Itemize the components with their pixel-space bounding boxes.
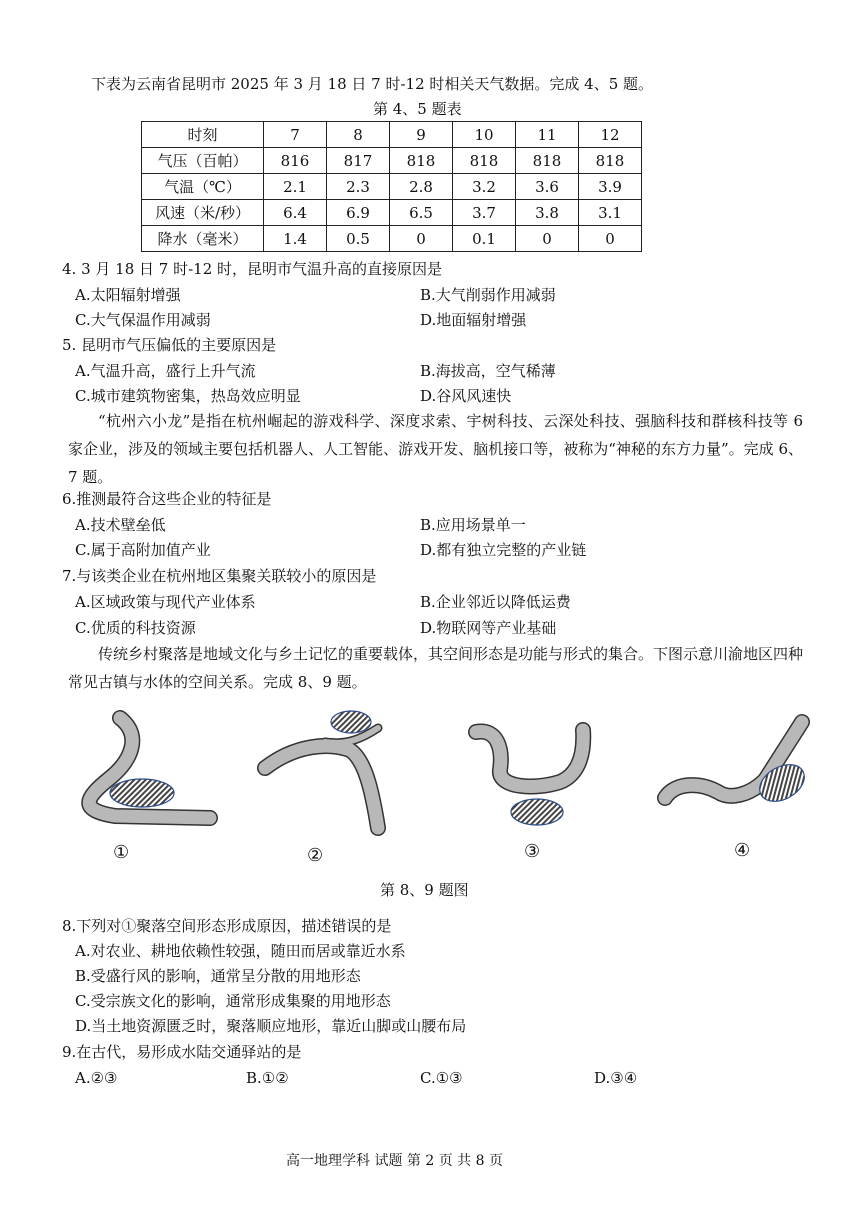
table-cell: 3.9 bbox=[579, 174, 642, 200]
table-cell: 3.8 bbox=[516, 200, 579, 226]
q4-stem: 4. 3 月 18 日 7 时-12 时，昆明市气温升高的直接原因是 bbox=[62, 260, 443, 278]
table-cell: 3.6 bbox=[516, 174, 579, 200]
table-cell: 气温（℃） bbox=[142, 174, 264, 200]
table-row bbox=[142, 200, 642, 226]
q4-option-a: A.太阳辐射增强 bbox=[75, 286, 181, 304]
q9-option-a: A.②③ bbox=[75, 1069, 118, 1087]
q5-option-a: A.气温升高，盛行上升气流 bbox=[75, 362, 256, 380]
page-footer: 高一地理学科 试题 第 2 页 共 8 页 bbox=[286, 1153, 503, 1169]
q9-option-c: C.①③ bbox=[420, 1069, 463, 1087]
town-ellipse bbox=[110, 779, 174, 807]
q5-option-c: C.城市建筑物密集，热岛效应明显 bbox=[75, 387, 301, 405]
q4-option-c: C.大气保温作用减弱 bbox=[75, 311, 211, 329]
town-ellipse bbox=[331, 711, 371, 733]
figure-label-1: ① bbox=[113, 842, 130, 863]
table-header-cell: 10 bbox=[453, 122, 516, 148]
river-shape bbox=[476, 730, 583, 786]
q6-option-a: A.技术壁垒低 bbox=[75, 516, 166, 534]
table-cell: 816 bbox=[264, 148, 327, 174]
table-cell: 2.3 bbox=[327, 174, 390, 200]
table-cell: 6.5 bbox=[390, 200, 453, 226]
table-cell: 6.4 bbox=[264, 200, 327, 226]
q7-option-c: C.优质的科技资源 bbox=[75, 619, 196, 637]
river-shape bbox=[265, 746, 378, 828]
table-header-row bbox=[142, 122, 642, 148]
figure-label-2: ② bbox=[307, 845, 324, 866]
figure-caption: 第 8、9 题图 bbox=[380, 881, 469, 899]
table-cell: 818 bbox=[453, 148, 516, 174]
q9-option-d: D.③④ bbox=[594, 1069, 638, 1087]
q6-stem: 6.推测最符合这些企业的特征是 bbox=[62, 490, 272, 508]
q4-option-b: B.大气削弱作用减弱 bbox=[420, 286, 556, 304]
table-header-cell: 11 bbox=[516, 122, 579, 148]
table-row bbox=[142, 148, 642, 174]
q7-stem: 7.与该类企业在杭州地区集聚关联较小的原因是 bbox=[62, 567, 377, 585]
table-cell: 818 bbox=[579, 148, 642, 174]
q7-option-b: B.企业邻近以降低运费 bbox=[420, 593, 571, 611]
diagram-2 bbox=[265, 711, 378, 828]
q7-option-a: A.区域政策与现代产业体系 bbox=[75, 593, 256, 611]
table-header-cell: 8 bbox=[327, 122, 390, 148]
diagram-3 bbox=[476, 730, 583, 825]
table-cell: 818 bbox=[390, 148, 453, 174]
q9-stem: 9.在古代，易形成水陆交通驿站的是 bbox=[62, 1043, 302, 1061]
table-row bbox=[142, 174, 642, 200]
q6-option-d: D.都有独立完整的产业链 bbox=[420, 541, 587, 559]
table-cell: 0.5 bbox=[327, 226, 390, 252]
q8-option-a: A.对农业、耕地依赖性较强，随田而居或靠近水系 bbox=[75, 942, 406, 960]
diagram-1 bbox=[89, 718, 210, 818]
intro-8-9: 传统乡村聚落是地域文化与乡土记忆的重要载体，其空间形态是功能与形式的集合。下图示意川渝地区四种常见古镇与水体的空间关系。完成 8、9 题。 bbox=[68, 645, 804, 691]
table-cell: 0 bbox=[390, 226, 453, 252]
table-header-cell: 时刻 bbox=[142, 122, 264, 148]
q5-stem: 5. 昆明市气压偏低的主要原因是 bbox=[62, 336, 277, 354]
table-header-cell: 9 bbox=[390, 122, 453, 148]
q8-option-b: B.受盛行风的影响，通常呈分散的用地形态 bbox=[75, 967, 361, 985]
figure-label-3: ③ bbox=[524, 841, 541, 862]
table-cell: 气压（百帕） bbox=[142, 148, 264, 174]
table-cell: 818 bbox=[516, 148, 579, 174]
q6-option-c: C.属于高附加值产业 bbox=[75, 541, 211, 559]
table-cell: 0.1 bbox=[453, 226, 516, 252]
q5-option-b: B.海拔高，空气稀薄 bbox=[420, 362, 556, 380]
table-cell: 0 bbox=[516, 226, 579, 252]
q8-option-c: C.受宗族文化的影响，通常形成集聚的用地形态 bbox=[75, 992, 391, 1010]
table-cell: 3.7 bbox=[453, 200, 516, 226]
q7-option-d: D.物联网等产业基础 bbox=[420, 619, 557, 637]
table-cell: 2.8 bbox=[390, 174, 453, 200]
table-cell: 2.1 bbox=[264, 174, 327, 200]
table-cell: 3.2 bbox=[453, 174, 516, 200]
town-water-diagram bbox=[60, 700, 820, 870]
table-row bbox=[142, 226, 642, 252]
weather-table bbox=[141, 121, 642, 252]
q4-option-d: D.地面辐射增强 bbox=[420, 311, 527, 329]
table-cell: 0 bbox=[579, 226, 642, 252]
table-cell: 风速（米/秒） bbox=[142, 200, 264, 226]
table-title: 第 4、5 题表 bbox=[373, 100, 462, 118]
table-cell: 降水（毫米） bbox=[142, 226, 264, 252]
q6-option-b: B.应用场景单一 bbox=[420, 516, 526, 534]
table-cell: 3.1 bbox=[579, 200, 642, 226]
q9-option-b: B.①② bbox=[246, 1069, 289, 1087]
intro-6-7: “杭州六小龙”是指在杭州崛起的游戏科学、深度求索、宇树科技、云深处科技、强脑科技和群核科技等 6 家企业，涉及的领域主要包括机器人、人工智能、游戏开发、脑机接口等，被称为“神秘的东方力量”。完成 6、7 题。 bbox=[68, 412, 803, 486]
diagram-4 bbox=[665, 722, 811, 809]
q8-stem: 8.下列对①聚落空间形态形成原因，描述错误的是 bbox=[62, 917, 392, 935]
table-header-cell: 7 bbox=[264, 122, 327, 148]
q8-option-d: D.当土地资源匮乏时，聚落顺应地形，靠近山脚或山腰布局 bbox=[75, 1017, 467, 1035]
q5-option-d: D.谷风风速快 bbox=[420, 387, 512, 405]
table-header-cell: 12 bbox=[579, 122, 642, 148]
town-ellipse bbox=[511, 799, 563, 825]
table-cell: 6.9 bbox=[327, 200, 390, 226]
table-cell: 817 bbox=[327, 148, 390, 174]
table-cell: 1.4 bbox=[264, 226, 327, 252]
figure-label-4: ④ bbox=[734, 840, 751, 861]
intro-4-5: 下表为云南省昆明市 2025 年 3 月 18 日 7 时-12 时相关天气数据。完成 4、5 题。 bbox=[91, 75, 654, 93]
